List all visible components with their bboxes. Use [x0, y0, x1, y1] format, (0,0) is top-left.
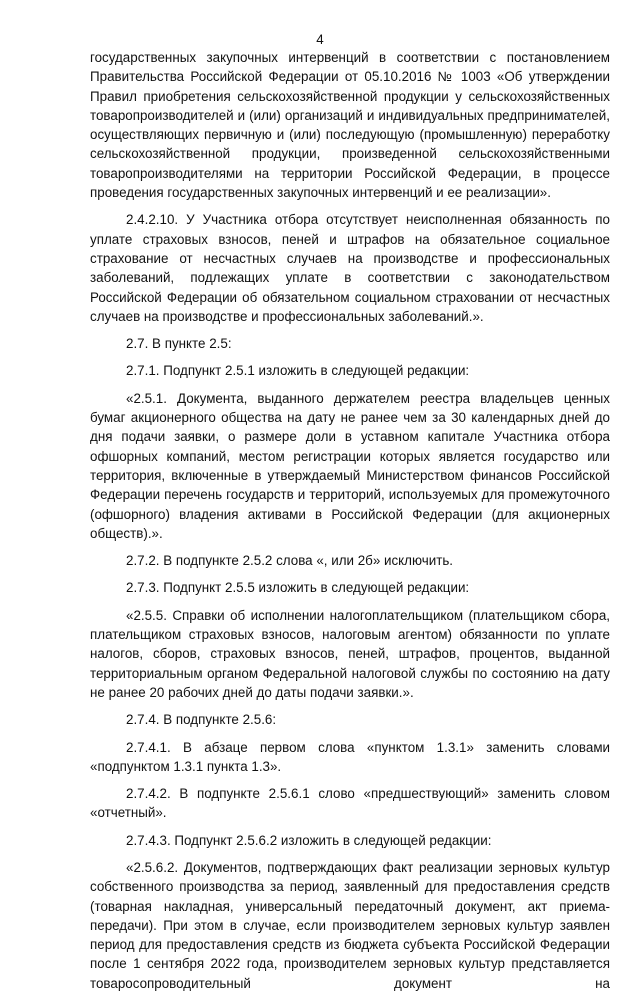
paragraph-2-7-2: 2.7.2. В подпункте 2.5.2 слова «, или 2б» исключить. [126, 553, 454, 569]
paragraph-2-4-2-10: 2.4.2.10. У Участника отбора отсутствует неисполненная обязанность по уплате страховых взносов, пеней и штрафов на обязательное социальное страхование от несчастных случаев на производстве и профессиональных заболеваний, подлежащих уплате в соответствии с законодательством Российской Федерации об обязательном социальном страховании от несчастных случаев на производстве и профессиональных заболеваний.». [90, 212, 610, 324]
paragraph-2-5-6-2-quote: «2.5.6.2. Документов, подтверждающих факт реализации зерновых культур собственного производства за период, заявленный для предоставления средств (товарная накладная, универсальный передаточный документ, акт приема-передачи). При этом в случае, если производителем зерновых культур заявлен период для предоставления средств из бюджета субъекта Российской Федерации после 1 сентября 2022 года, производителем зерновых культур представляется товаросопроводительный документ на [90, 859, 610, 991]
paragraph-continuation: государственных закупочных интервенций в соответствии с постановлением Правительства Российской Федерации от 05.10.2016 № 1003 «Об утверждении Правил приобретения сельскохозяйственной продукции у сельскохозяйственных товаропроизводителей и (или) организаций и индивидуальных предпринимателей, осуществляющих первичную и (или) последующую (промышленную) переработку сельскохозяйственной продукции, произведенной сельскохозяйственными товаропроизводителями на территории Российской Федерации, в процессе проведения государственных закупочных интервенций и ее реализации». [90, 50, 610, 201]
paragraph-2-7-4: 2.7.4. В подпункте 2.5.6: [126, 712, 277, 728]
paragraph-2-7: 2.7. В пункте 2.5: [126, 336, 232, 352]
paragraph-2-7-4-3: 2.7.4.3. Подпункт 2.5.6.2 изложить в следующей редакции: [126, 832, 492, 848]
paragraph-2-7-4-1: 2.7.4.1. В абзаце первом слова «пунктом 1.3.1» заменить словами «подпунктом 1.3.1 пункта 1.3». [90, 739, 610, 774]
paragraph-2-7-3: 2.7.3. Подпункт 2.5.5 изложить в следующей редакции: [126, 580, 470, 596]
paragraph-2-5-1-quote: «2.5.1. Документа, выданного держателем реестра владельцев ценных бумаг акционерного общества на дату не ранее чем за 30 календарных дней до дня подачи заявки, о размере доли в уставном капитале Участника отбора офшорных компаний, местом регистрации которых является государство или территория, включенные в утверждаемый Министерством финансов Российской Федерации перечень государств и территорий, используемых для промежуточного (офшорного) владения активами в Российской Федерации (для акционерных обществ).». [90, 390, 610, 541]
page-number: 4 [316, 32, 324, 47]
document-body [90, 48, 610, 1001]
paragraph-2-7-1: 2.7.1. Подпункт 2.5.1 изложить в следующей редакции: [126, 363, 470, 379]
paragraph-2-7-4-2: 2.7.4.2. В подпункте 2.5.6.1 слово «предшествующий» заменить словом «отчетный». [90, 786, 610, 821]
paragraph-2-5-5-quote: «2.5.5. Справки об исполнении налогоплательщиком (плательщиком сбора, плательщиком страховых взносов, налоговым агентом) обязанности по уплате налогов, сборов, страховых взносов, пеней, штрафов, процентов, выданной территориальным органом Федеральной налоговой службы по состоянию на дату не ранее 20 рабочих дней до даты подачи заявки.». [90, 607, 610, 700]
